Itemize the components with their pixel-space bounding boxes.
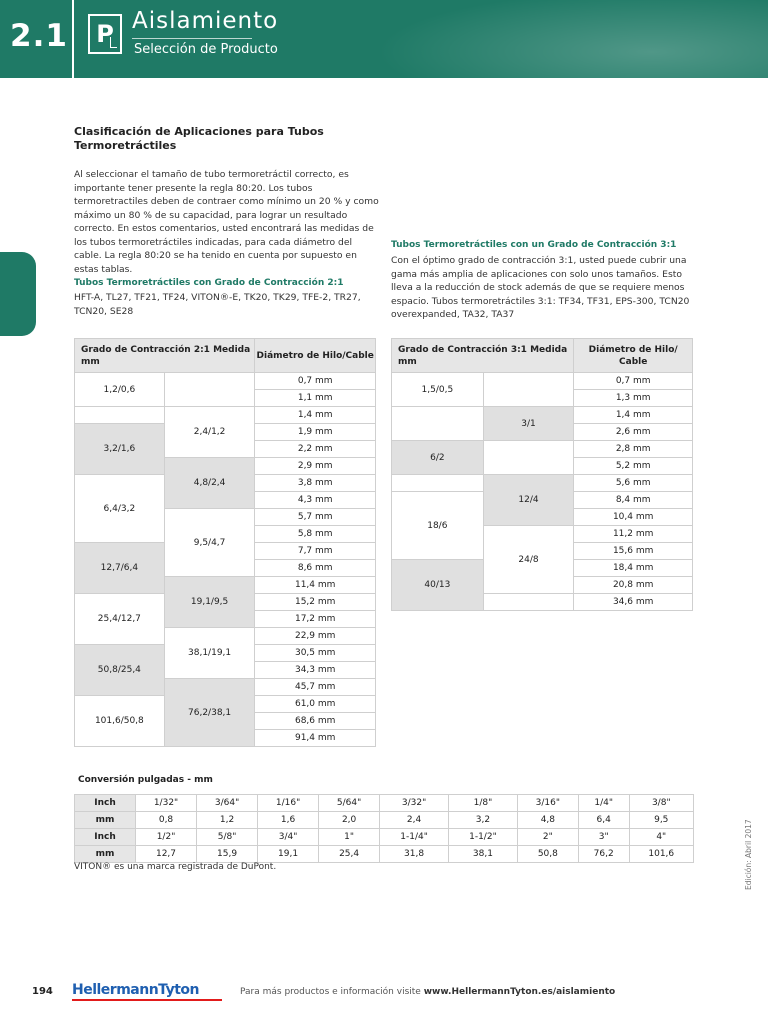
table-cell: 3,2/1,6 — [75, 424, 165, 475]
table-cell: 1-1/4" — [380, 829, 449, 846]
table-cell: 20,8 mm — [574, 577, 693, 594]
table-cell: 5,7 mm — [255, 509, 376, 526]
table-cell: 34,3 mm — [255, 662, 376, 679]
table-cell: 6/2 — [392, 441, 484, 475]
page-subtitle: Selección de Producto — [134, 42, 278, 57]
table-cell: 1" — [319, 829, 380, 846]
table-cell: 30,5 mm — [255, 645, 376, 662]
table-cell: 3,2 — [448, 812, 517, 829]
table-header: Diámetro de Hilo/Cable — [255, 339, 376, 373]
table-cell: 8,4 mm — [574, 492, 693, 509]
table-cell: 4,8 — [517, 812, 578, 829]
table-cell: 2,6 mm — [574, 424, 693, 441]
table-cell: 18/6 — [392, 492, 484, 560]
row-label: mm — [75, 846, 136, 863]
table-cell: 15,9 — [197, 846, 258, 863]
table-cell: 1/32" — [136, 795, 197, 812]
table-cell: 45,7 mm — [255, 679, 376, 696]
intro-heading: Clasificación de Aplicaciones para Tubos Termoretráctiles — [74, 125, 324, 152]
table-cell: 61,0 mm — [255, 696, 376, 713]
product-selection-icon: P — [88, 14, 122, 54]
table-cell: 1,1 mm — [255, 390, 376, 407]
table-cell: 0,8 — [136, 812, 197, 829]
table-cell: 1-1/2" — [448, 829, 517, 846]
table-cell: 2,4/1,2 — [164, 407, 255, 458]
table-cell: 11,4 mm — [255, 577, 376, 594]
table-cell: 3/32" — [380, 795, 449, 812]
table-cell: 76,2/38,1 — [164, 679, 255, 747]
table-cell: 5/8" — [197, 829, 258, 846]
table-cell: 91,4 mm — [255, 730, 376, 747]
section-31-heading: Tubos Termoretráctiles con un Grado de Contracción 3:1 — [391, 240, 677, 250]
table-cell: 9,5/4,7 — [164, 509, 255, 577]
footer-message-text: Para más productos e información visite — [240, 987, 424, 997]
table-cell: 5,2 mm — [574, 458, 693, 475]
table-header: Grado de Contracción 2:1 Medida mm — [75, 339, 255, 373]
table-cell: 0,7 mm — [574, 373, 693, 390]
table-cell: 50,8/25,4 — [75, 645, 165, 696]
table-cell: 1,4 mm — [574, 407, 693, 424]
table-cell: 6,4/3,2 — [75, 475, 165, 543]
section-21-heading: Tubos Termoretráctiles con Grado de Contracción 2:1 — [74, 278, 344, 288]
table-cell: 1,3 mm — [574, 390, 693, 407]
table-cell: 5/64" — [319, 795, 380, 812]
table-cell: 15,2 mm — [255, 594, 376, 611]
table-cell: 3/4" — [258, 829, 319, 846]
table-cell: 31,8 — [380, 846, 449, 863]
intro-paragraph: Al seleccionar el tamaño de tubo termoretráctil correcto, es importante tener presente la regla 80:20. Los tubos termoretractiles deben de contraer como mínimo un 20 % y como máximo un 80 % de su capacidad, para lograr un resultado correcto. En estos comentarios, usted encontrará las medidas de los tubos termoretráctiles indicadas, para cada diámetro del cable. La regla 80:20 se ha tenido en cuenta por supuesto en estas tablas. — [74, 169, 379, 275]
table-cell: 15,6 mm — [574, 543, 693, 560]
table-cell: 40/13 — [392, 560, 484, 611]
table-cell: 101,6/50,8 — [75, 696, 165, 747]
table-cell: 22,9 mm — [255, 628, 376, 645]
table-cell: 1,2 — [197, 812, 258, 829]
table-cell: 12,7 — [136, 846, 197, 863]
table-cell: 10,4 mm — [574, 509, 693, 526]
table-cell: 25,4/12,7 — [75, 594, 165, 645]
section-number: 2.1 — [10, 18, 68, 54]
table-cell: 101,6 — [629, 846, 693, 863]
table-cell: 18,4 mm — [574, 560, 693, 577]
table-cell: 24/8 — [483, 526, 574, 594]
footer-message — [240, 987, 615, 997]
table-cell: 1,6 — [258, 812, 319, 829]
table-header: Diámetro de Hilo/ Cable — [574, 339, 693, 373]
table-cell: 12/4 — [483, 475, 574, 526]
table-cell: 5,8 mm — [255, 526, 376, 543]
section-tab — [0, 0, 74, 78]
side-tab-marker — [0, 252, 36, 336]
table-cell: 2" — [517, 829, 578, 846]
table-cell: 19,1 — [258, 846, 319, 863]
table-cell: 5,6 mm — [574, 475, 693, 492]
table-header: Grado de Contracción 3:1 Medida mm — [392, 339, 574, 373]
table-cell: 1,9 mm — [255, 424, 376, 441]
table-cell: 9,5 — [629, 812, 693, 829]
table-cell: 50,8 — [517, 846, 578, 863]
table-cell: 3/8" — [629, 795, 693, 812]
table-cell: 2,4 — [380, 812, 449, 829]
table-cell: 1/4" — [578, 795, 629, 812]
brand-logo: HellermannTyton — [72, 982, 199, 998]
table-cell: 1,4 mm — [255, 407, 376, 424]
table-cell: 3/1 — [483, 407, 574, 441]
table-cell: 1,2/0,6 — [75, 373, 165, 407]
page-title: Aislamiento — [132, 8, 279, 34]
table-cell: 2,2 mm — [255, 441, 376, 458]
footer-link[interactable]: www.HellermannTyton.es/aislamiento — [423, 987, 616, 997]
table-cell: 19,1/9,5 — [164, 577, 255, 628]
header-background-photo — [330, 0, 768, 78]
table-cell: 3,8 mm — [255, 475, 376, 492]
row-label: Inch — [75, 829, 136, 846]
table-cell: 3" — [578, 829, 629, 846]
table-cell: 76,2 — [578, 846, 629, 863]
table-cell: 3/16" — [517, 795, 578, 812]
table-cell: 6,4 — [578, 812, 629, 829]
table-cell: 4,8/2,4 — [164, 458, 255, 509]
table-cell: 0,7 mm — [255, 373, 376, 390]
table-cell: 1/16" — [258, 795, 319, 812]
table-cell — [483, 594, 574, 611]
logo-underline — [72, 999, 222, 1001]
table-cell: 12,7/6,4 — [75, 543, 165, 594]
table-cell — [164, 373, 255, 407]
row-label: mm — [75, 812, 136, 829]
table-cell: 11,2 mm — [574, 526, 693, 543]
table-cell — [392, 475, 484, 492]
table-cell — [483, 441, 574, 475]
shrink-ratio-2-1-table — [74, 338, 376, 747]
footnote: VITON® es una marca registrada de DuPont. — [74, 862, 277, 872]
table-cell: 2,8 mm — [574, 441, 693, 458]
table-cell: 1/8" — [448, 795, 517, 812]
table-cell: 68,6 mm — [255, 713, 376, 730]
page-number: 194 — [32, 986, 53, 997]
edition-label: Edición: Abril 2017 — [744, 819, 753, 890]
table-cell: 3/64" — [197, 795, 258, 812]
section-31-text: Con el óptimo grado de contracción 3:1, usted puede cubrir una gama más amplia de aplicaciones con solo unos tamaños. Esto lleva a la reducción de stock además de que se requiere menos espacio. Tubos termoretráctiles 3:1: TF34, TF31, EPS-300, TCN20 overexpanded, TA32, TA37 — [391, 255, 690, 320]
table-cell: 38,1/19,1 — [164, 628, 255, 679]
table-cell: 34,6 mm — [574, 594, 693, 611]
table-cell: 2,9 mm — [255, 458, 376, 475]
section-21-text: HFT-A, TL27, TF21, TF24, VITON®-E, TK20, TK29, TFE-2, TR27, TCN20, SE28 — [74, 292, 361, 317]
table-cell: 17,2 mm — [255, 611, 376, 628]
inch-mm-conversion-table — [74, 794, 694, 863]
table-cell: 25,4 — [319, 846, 380, 863]
table-cell — [392, 407, 484, 441]
conversion-heading: Conversión pulgadas - mm — [78, 775, 213, 785]
table-cell: 4" — [629, 829, 693, 846]
table-cell: 2,0 — [319, 812, 380, 829]
table-cell — [75, 407, 165, 424]
table-cell: 4,3 mm — [255, 492, 376, 509]
table-cell: 8,6 mm — [255, 560, 376, 577]
row-label: Inch — [75, 795, 136, 812]
table-cell: 7,7 mm — [255, 543, 376, 560]
table-cell: 38,1 — [448, 846, 517, 863]
table-cell: 1/2" — [136, 829, 197, 846]
shrink-ratio-3-1-table — [391, 338, 693, 611]
table-cell — [483, 373, 574, 407]
table-cell: 1,5/0,5 — [392, 373, 484, 407]
title-divider — [132, 38, 252, 39]
